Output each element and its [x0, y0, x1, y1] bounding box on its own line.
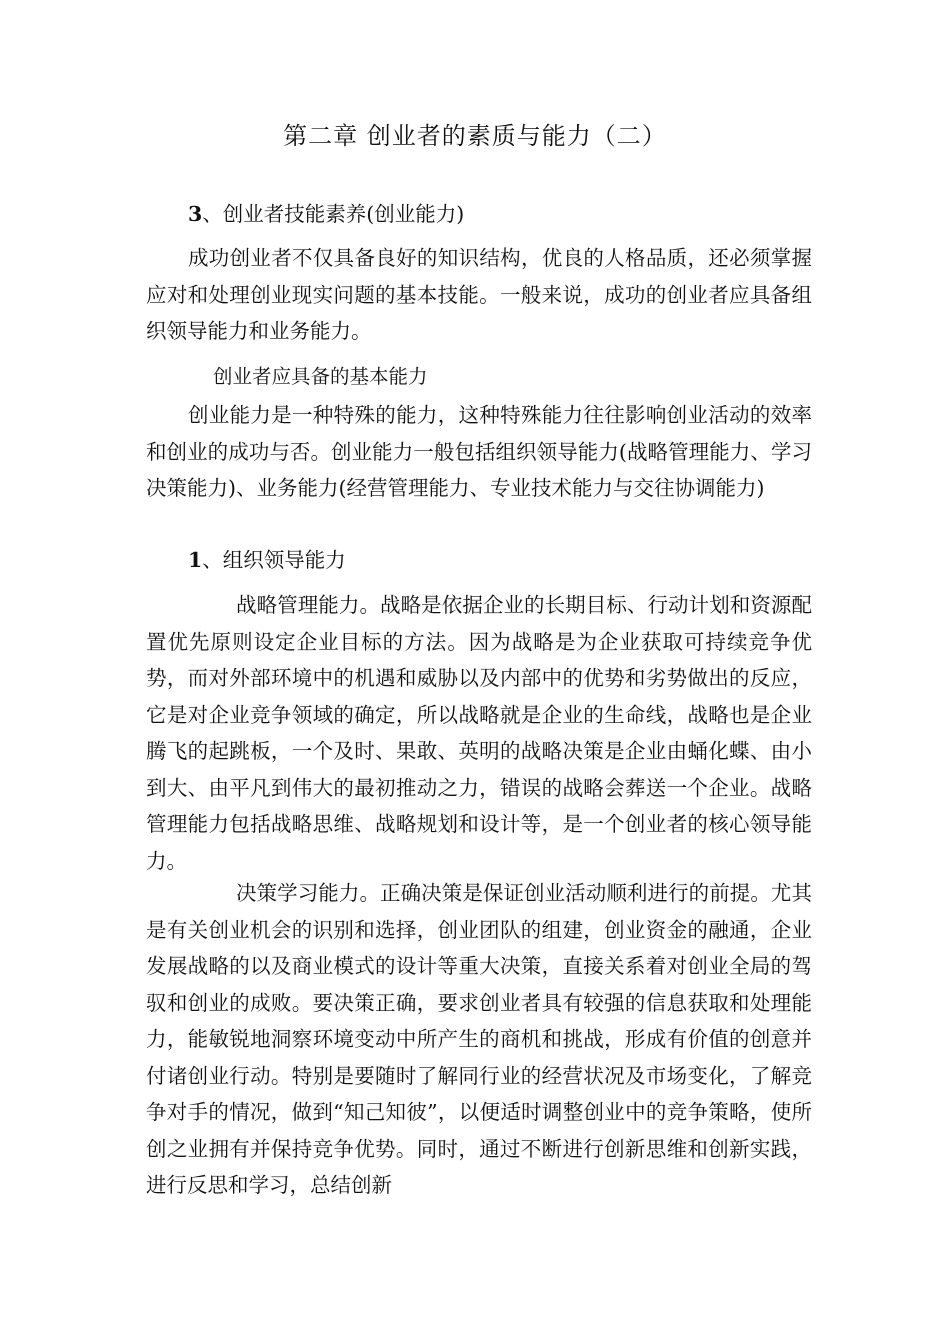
section-heading-3	[188, 196, 808, 233]
section-heading-1	[188, 542, 808, 579]
section-heading-text: 、组织领导能力	[202, 548, 346, 572]
section-number: 3	[188, 202, 203, 226]
paragraph-intro: 成功创业者不仅具备良好的知识结构，优良的人格品质，还必须掌握应对和处理创业现实问题的基本技能。一般来说，成功的创业者应具备组织领导能力和业务能力。	[146, 246, 812, 343]
paragraph-strategy: 战略管理能力。战略是依据企业的长期目标、行动计划和资源配置优先原则设定企业目标的方法。因为战略是为企业获取可持续竞争优势，而对外部环境中的机遇和威胁以及内部中的优势和劣势做出的反应，它是对企业竞争领域的确定，所以战略就是企业的生命线，战略也是企业腾飞的起跳板，一个及时、果敢、英明的战略决策是企业由蛹化蝶、由小到大、由平凡到伟大的最初推动之力，错误的战略会葬送一个企业。战略管理能力包括战略思维、战略规划和设计等，是一个创业者的核心领导能力。	[146, 593, 812, 873]
subheading-basic-abilities: 创业者应具备的基本能力	[213, 365, 428, 388]
section-number: 1	[188, 548, 203, 572]
paragraph-decision: 决策学习能力。正确决策是保证创业活动顺利进行的前提。尤其是有关创业机会的识别和选择，创业团队的组建，创业资金的融通，企业发展战略的以及商业模式的设计等重大决策，直接关系着对创业全局的驾驭和创业的成败。要决策正确，要求创业者具有较强的信息获取和处理能力，能敏锐地洞察环境变动中所产生的商机和挑战，形成有价值的创意并付诸创业行动。特别是要随时了解同行业的经营状况及市场变化，了解竞争对手的情况，做到“知己知彼”，以便适时调整创业中的竞争策略，使所创之业拥有并保持竞争优势。同时，通过不断进行创新思维和创新实践，进行反思和学习，总结创新	[146, 881, 812, 1197]
paragraph-abilities: 创业能力是一种特殊的能力，这种特殊能力往往影响创业活动的效率和创业的成功与否。创业能力一般包括组织领导能力(战略管理能力、学习决策能力)、业务能力(经营管理能力、专业技术能力与交往协调能力)	[146, 403, 812, 500]
chapter-title: 第二章 创业者的素质与能力（二）	[283, 122, 667, 150]
section-heading-text: 、创业者技能素养(创业能力)	[202, 202, 465, 226]
